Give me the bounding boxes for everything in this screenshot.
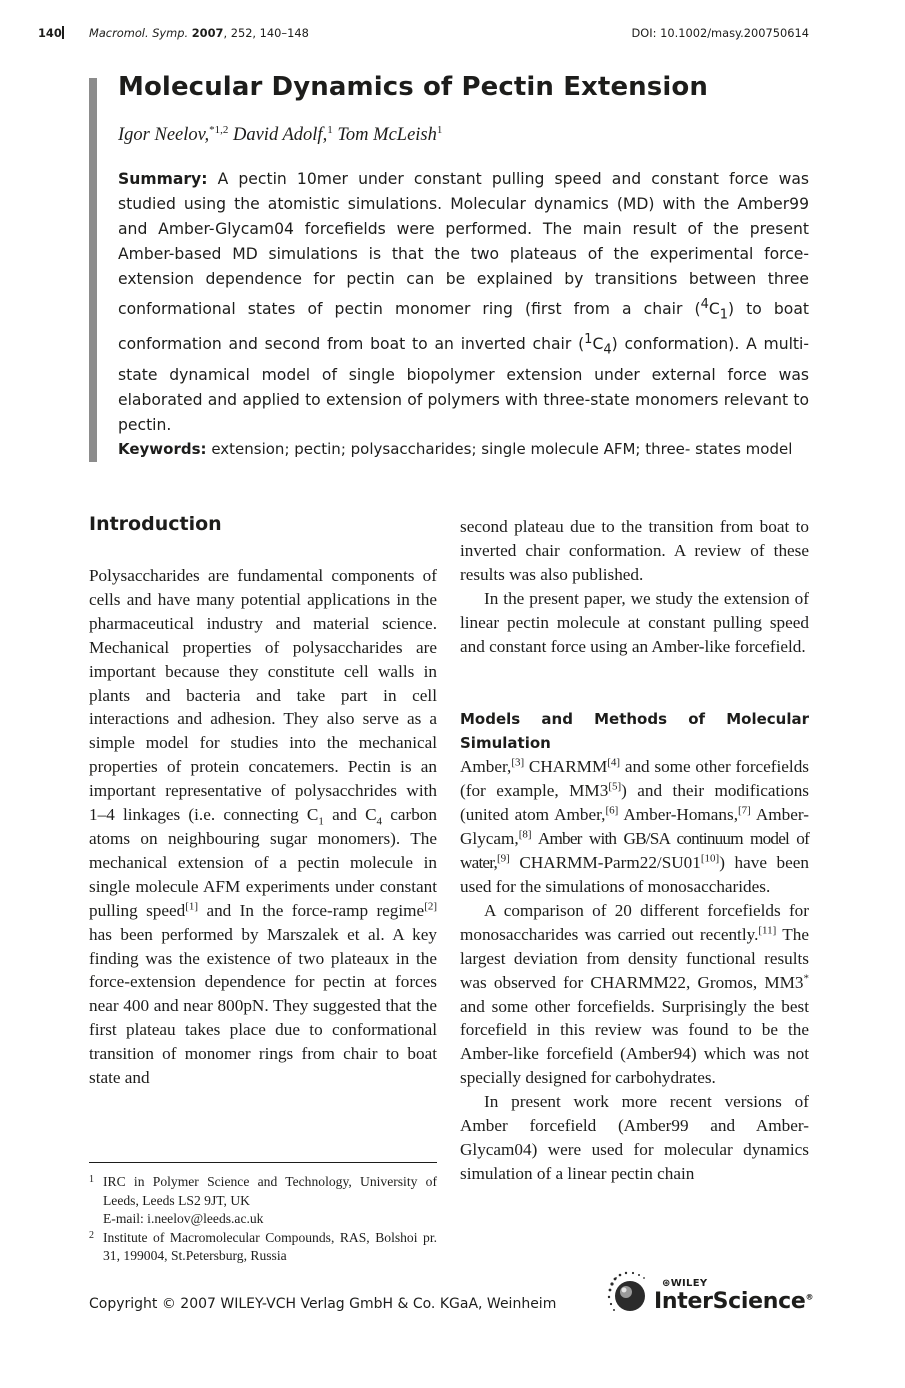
author-affiliation: 1 [327,124,333,136]
summary-text: ) to boat conformation and second from boat to an inverted chair ( [118,300,810,354]
paper-title: Molecular Dynamics of Pectin Extension [118,72,708,102]
citation-ref[interactable]: [8] [518,828,532,841]
summary-text: A pectin 10mer under constant pulling speed and constant force was studied using the atomistic simulations. Molecular dynamics (MD) with the Amber99 and Amber-Glycam04 forcefields were performed. The main result of the present Amber-based MD simulations is that the two plateaus of the experimental force-extension dependence for pectin can be explained by transitions between three conformational states of pectin monomer ring (first from a chair ( [118,170,809,319]
registered-mark: ® [805,1292,814,1302]
body-text: ) and their modifications (united atom Amber, [460,781,809,825]
footnote [89,1229,437,1266]
citation-ref[interactable]: [10] [700,852,720,865]
page-number-divider [62,26,64,39]
methods-paragraph [460,755,809,898]
author-name: Igor Neelov, [118,125,210,146]
summary-sup: 1 [584,332,593,348]
author-affiliation: 1 [436,124,443,136]
summary [118,167,809,438]
keywords [118,440,792,458]
intro-paragraph [89,564,437,1090]
body-text: A comparison of 20 different forcefields for monosaccharides was carried out recently. [460,900,809,944]
author-affiliation: *1,2 [209,124,229,136]
summary-sub: 1 [719,307,729,323]
body-text: Amber-Glycam, [460,805,809,849]
citation-ref[interactable]: [3] [511,756,525,769]
copyright: Copyright © 2007 WILEY-VCH Verlag GmbH & Co. KGaA, Weinheim [89,1296,557,1312]
right-column [460,515,809,1186]
logo-publisher: ⊛WILEY [662,1278,708,1289]
body-text: Amber with GB/SA continuum model of water, [460,829,809,873]
abstract-side-bar [89,78,97,462]
journal-year: 2007 [191,26,224,40]
citation-ref[interactable]: [2] [424,899,438,912]
citation-ref[interactable]: [9] [496,852,510,865]
citation-ref[interactable]: [11] [758,924,777,937]
citation-ref[interactable]: [5] [608,780,622,793]
footnotes [89,1173,437,1266]
citation-ref[interactable]: [7] [738,804,751,817]
journal-name: Macromol. Symp. [89,26,189,40]
summary-text: C [592,335,604,354]
keywords-label: Keywords: [118,440,207,458]
body-text: CHARMM [524,757,608,777]
interscience-orb-icon [606,1270,654,1318]
footnote-mark: 1 [89,1174,94,1185]
citation-ref[interactable]: [4] [607,756,621,769]
body-text: The largest deviation from density functional results was observed for CHARMM22, Gromos, MM3 [460,924,809,992]
author-name: Tom McLeish [337,125,437,146]
footnote [89,1173,437,1229]
logo-publisher-text: WILEY [670,1278,708,1289]
body-text: Amber-Homans, [618,805,739,825]
methods-paragraph: In present work more recent versions of Amber forcefield (Amber99 and Amber-Glycam04) were used for molecular dynamics simulation of a linear pectin chain [460,1092,809,1183]
footnote-text: IRC in Polymer Science and Technology, University of Leeds, Leeds LS2 9JT, UK [103,1174,437,1208]
logo-name [654,1289,813,1314]
logo-name-text: InterScience [654,1289,806,1314]
superscript: * [803,971,809,984]
keywords-text: extension; pectin; polysaccharides; single molecule AFM; three- states model [206,440,793,458]
footnote-text: Institute of Macromolecular Compounds, RAS, Bolshoi pr. 31, 199004, St.Petersburg, Russia [103,1229,437,1263]
journal-volume-pages: , 252, 140–148 [223,26,309,40]
running-head [38,26,809,42]
left-column [89,564,437,1090]
summary-sub: 4 [603,342,612,358]
body-text: and some other forcefields. Surprisingly the best forcefield in this review was found to be the Amber-like forcefield (Amber94) which was not specially designed for carbohydrates. [460,996,809,1088]
body-text: and some other forcefields (for example, MM3 [460,757,809,801]
body-text: Amber, [460,757,512,777]
summary-label: Summary: [118,170,208,188]
summary-text: ) conformation). A multi-state dynamical model of single biopolymer extension under external force was elaborated and applied to extension of polymers with three-state monomers relevant to pectin. [118,335,810,434]
journal-citation [89,26,309,40]
footnote-email[interactable]: E-mail: i.neelov@leeds.ac.uk [103,1211,264,1226]
intro-paragraph-continued: second plateau due to the transition from boat to inverted chair conformation. A review of these results was also published. [460,517,809,584]
citation-ref[interactable]: [6] [605,804,619,817]
section-heading-introduction: Introduction [89,513,222,535]
body-text: and C [323,805,377,825]
summary-sup: 4 [700,297,709,312]
footnote-divider [89,1162,437,1163]
intro-paragraph: In the present paper, we study the extension of linear pectin molecule at constant pulling speed and constant force using an Amber-like forcefield. [460,588,809,656]
body-text: ) have been used for the simulations of monosaccharides. [460,853,809,896]
summary-text: C [708,300,720,319]
author-list [118,124,442,146]
citation-ref[interactable]: [1] [185,899,199,912]
body-text: carbon atoms on neighbouring sugar monomers). The mechanical extension of a pectin molecule in single molecule AFM experiments under constant pulling speed [89,805,437,920]
wiley-interscience-logo[interactable] [606,1270,816,1318]
methods-paragraph [460,899,809,1090]
author-name: David Adolf, [232,125,328,146]
body-text: has been performed by Marszalek et al. A key finding was the existence of two plateaux in the force-extension dependence for pectin at forces near 400 and near 800pN. They suggested that the first plateau takes place due to conformational transition of monomer rings from chair to boat state and [89,924,437,1088]
subscript: 1 [318,815,324,828]
body-text: and In the force-ramp regime [198,900,425,920]
body-text: CHARMM-Parm22/SU01 [509,853,701,873]
doi: DOI: 10.1002/masy.200750614 [631,26,809,40]
page-number: 140 [38,26,62,40]
section-heading-methods: Models and Methods of Molecular Simulation [460,710,809,753]
footnote-mark: 2 [89,1229,94,1241]
subscript: 4 [376,815,383,828]
body-text: Polysaccharides are fundamental components of cells and have many potential applications in the pharmaceutical industry and material science. Mechanical properties of polysaccharides are important because they constitute cell walls in plants and bacteria and take part in cell interactions and adhesion. They also serve as a simple model for studies into the mechanical properties of protein concatemers. Pectin is an important representative of polysacchrides with 1–4 linkages (i.e. connecting C [89,566,437,825]
